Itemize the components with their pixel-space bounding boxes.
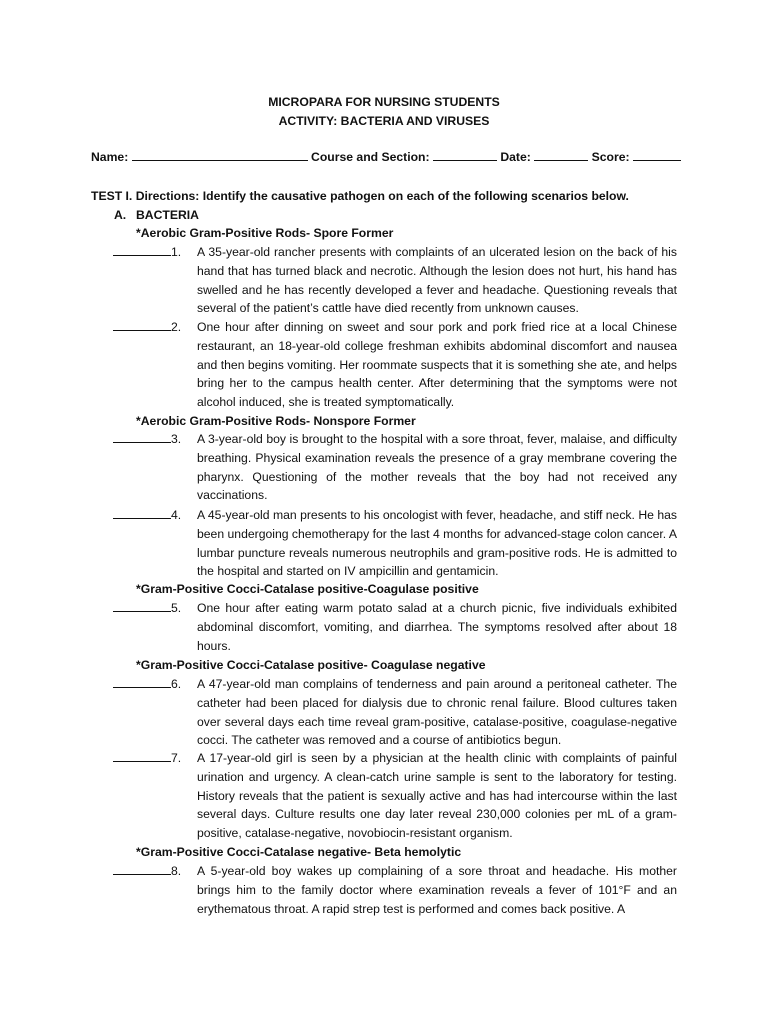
item-scenario	[197, 318, 677, 412]
subheading: *Gram-Positive Cocci-Catalase positive- Coagulase negative	[136, 658, 486, 672]
item-scenario	[197, 675, 677, 750]
answer-blank[interactable]	[113, 243, 171, 256]
item-number-label: 1.	[171, 245, 182, 259]
name-label: Name:	[91, 150, 129, 164]
item-number	[113, 862, 195, 881]
item-scenario	[197, 506, 677, 581]
section-a-label: A.	[114, 208, 127, 222]
item-number	[113, 749, 195, 768]
answer-blank[interactable]	[113, 506, 171, 519]
test-directions: TEST I. Directions: Identify the causative pathogen on each of the following scenarios below.	[91, 189, 629, 203]
item-number-label: 6.	[171, 677, 182, 691]
section-a-title: BACTERIA	[136, 208, 199, 222]
item-scenario	[197, 430, 677, 505]
item-number-label: 8.	[171, 864, 182, 878]
scenario-text: One hour after dinning on sweet and sour pork and pork fried rice at a local Chinese restaurant, an 18-year-old college freshman exhibits abdominal discomfort and nausea and then begins vomiting. Her roommate suspects that it is something she ate, and helps bring her to the campus health center. After determining that the symptoms were not alcohol induced, she is treated symptomatically.	[197, 320, 677, 410]
scenario-text: A 17-year-old girl is seen by a physician at the health clinic with complaints of painful urination and urgency. A clean-catch urine sample is sent to the laboratory for testing. History reveals that the patient is sexually active and has had intercourse within the last several days. Culture results one day later reveal 230,000 colonies per mL of a gram-positive, catalase-negative, novobiocin-resistant organism.	[197, 751, 677, 841]
item-number	[113, 506, 195, 525]
answer-blank[interactable]	[113, 749, 171, 762]
answer-blank[interactable]	[113, 862, 171, 875]
subheading: *Gram-Positive Cocci-Catalase negative- Beta hemolytic	[136, 845, 462, 859]
course-section-blank[interactable]	[433, 148, 497, 161]
subheading: *Aerobic Gram-Positive Rods- Spore Former	[136, 226, 394, 240]
item-number	[113, 430, 195, 449]
scenario-text: One hour after eating warm potato salad at a church picnic, five individuals exhibited abdominal discomfort, vomiting, and diarrhea. The symptoms resolved after about 18 hours.	[197, 601, 677, 653]
scenario-text: A 3-year-old boy is brought to the hospital with a sore throat, fever, malaise, and difficulty breathing. Physical examination reveals the presence of a gray membrane covering the pharynx. Questioning of the mother reveals that the boy had not received any vaccinations.	[197, 432, 677, 503]
scenario-text: A 35-year-old rancher presents with complaints of an ulcerated lesion on the back of his hand that has turned black and necrotic. Although the lesion does not hurt, his hand has swelled and he has recently developed a fever and headache. Questioning reveals that several of the patient’s cattle have died recently from unknown causes.	[197, 245, 677, 316]
document-subtitle: ACTIVITY: BACTERIA AND VIRUSES	[278, 114, 490, 128]
info-line	[91, 148, 681, 167]
item-scenario	[197, 599, 677, 655]
item-number-label: 4.	[171, 508, 182, 522]
item-scenario	[197, 862, 677, 918]
answer-blank[interactable]	[113, 318, 171, 331]
scenario-text: A 47-year-old man complains of tenderness and pain around a peritoneal catheter. The catheter had been placed for dialysis due to chronic renal failure. Blood cultures taken over several days each time reveal gram-positive, catalase-positive, coagulase-negative cocci. The catheter was removed and a course of antibiotics begun.	[197, 677, 677, 748]
item-scenario	[197, 749, 677, 843]
subheading: *Aerobic Gram-Positive Rods- Nonspore Former	[136, 414, 416, 428]
item-scenario	[197, 243, 677, 318]
course-section-label: Course and Section:	[311, 150, 430, 164]
answer-blank[interactable]	[113, 675, 171, 688]
scenario-text: A 45-year-old man presents to his oncologist with fever, headache, and stiff neck. He has been undergoing chemotherapy for the last 4 months for advanced-stage colon cancer. A lumbar puncture reveals numerous neutrophils and gram-positive rods. He is admitted to the hospital and started on IV ampicillin and gentamicin.	[197, 508, 677, 579]
item-number	[113, 243, 195, 262]
item-number-label: 7.	[171, 751, 182, 765]
item-number	[113, 318, 195, 337]
date-blank[interactable]	[534, 148, 588, 161]
item-number	[113, 675, 195, 694]
document-title: MICROPARA FOR NURSING STUDENTS	[268, 95, 500, 109]
item-number-label: 2.	[171, 320, 182, 334]
score-blank[interactable]	[633, 148, 681, 161]
answer-blank[interactable]	[113, 430, 171, 443]
name-blank[interactable]	[132, 148, 308, 161]
date-label: Date:	[500, 150, 531, 164]
scenario-text: A 5-year-old boy wakes up complaining of a sore throat and headache. His mother brings him to the family doctor where examination reveals a fever of 101°F and an erythematous throat. A rapid strep test is performed and comes back positive. A	[197, 864, 677, 916]
answer-blank[interactable]	[113, 599, 171, 612]
score-label: Score:	[591, 150, 630, 164]
item-number	[113, 599, 195, 618]
item-number-label: 5.	[171, 601, 182, 615]
subheading: *Gram-Positive Cocci-Catalase positive-Coagulase positive	[136, 582, 479, 596]
item-number-label: 3.	[171, 432, 182, 446]
